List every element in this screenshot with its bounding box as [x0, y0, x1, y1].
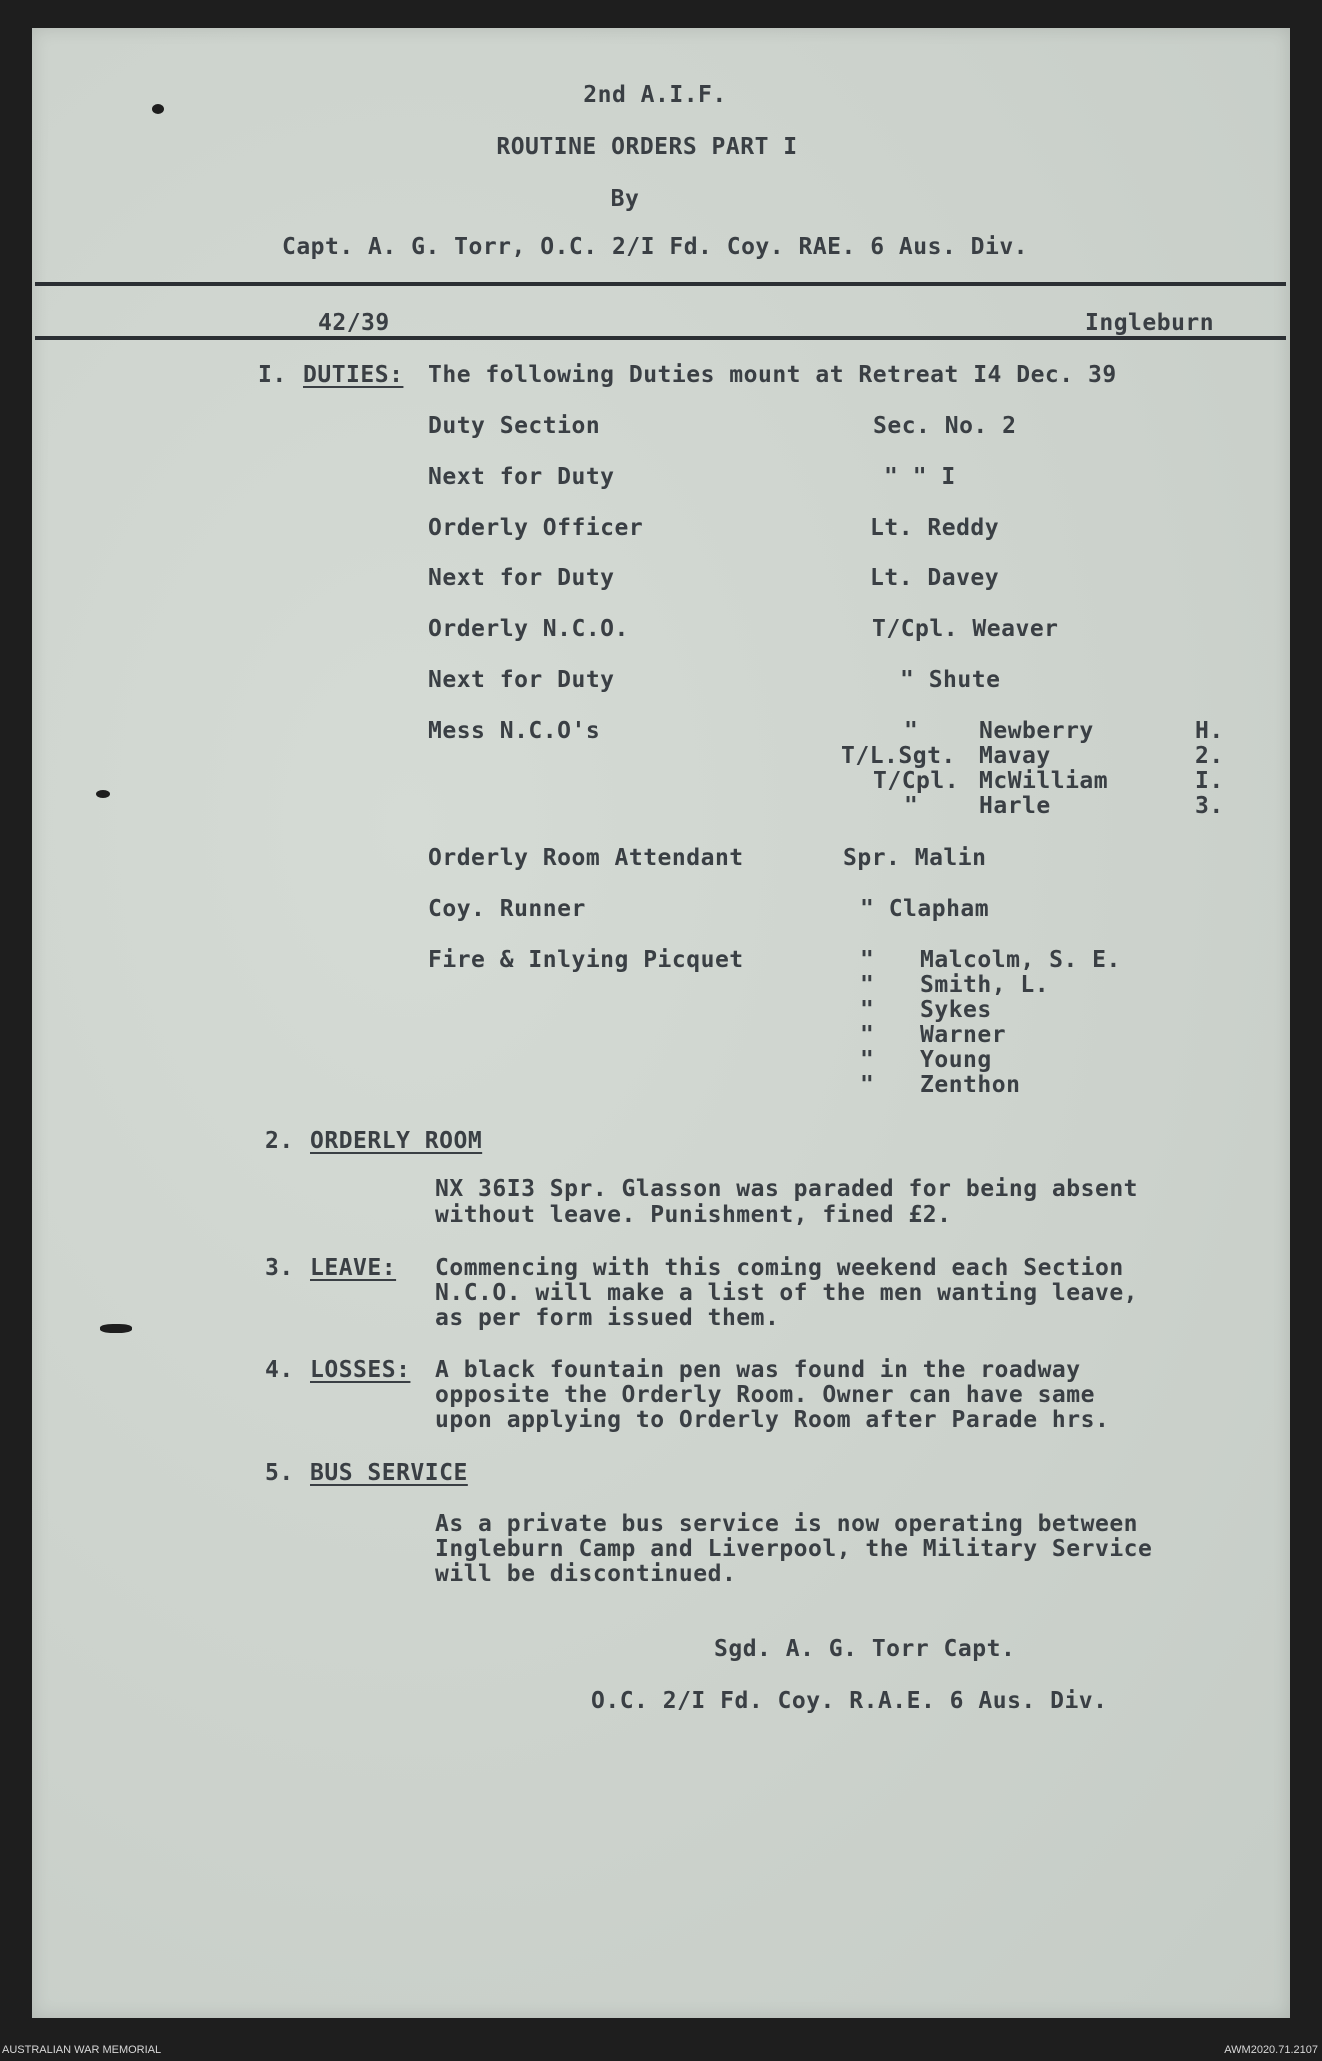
- leave-text: Commencing with this coming weekend each Section: [435, 1255, 1124, 1281]
- losses-text: A black fountain pen was found in the roadway: [435, 1357, 1081, 1383]
- duty-value: " Shute: [900, 667, 1001, 693]
- orderly-room-text: NX 36I3 Spr. Glasson was paraded for being absent: [435, 1176, 1139, 1202]
- leave-text: as per form issued them.: [435, 1305, 780, 1331]
- runner-value: " Clapham: [860, 896, 990, 922]
- ditto-mark: ": [860, 1047, 875, 1073]
- duties-heading: DUTIES:: [303, 362, 404, 388]
- order-number: 42/39: [318, 310, 390, 336]
- bus-text: As a private bus service is now operating between: [435, 1511, 1139, 1537]
- order-place: Ingleburn: [1085, 310, 1215, 336]
- mess-name: Mavay: [979, 743, 1051, 769]
- duty-label: Next for Duty: [428, 667, 615, 693]
- punch-mark: [100, 1324, 132, 1333]
- leave-text: N.C.O. will make a list of the men wanting leave,: [435, 1280, 1139, 1306]
- footer-right: AWM2020.71.2107: [1224, 2044, 1318, 2056]
- mess-code: 2.: [1195, 743, 1224, 769]
- leave-heading: LEAVE:: [310, 1255, 397, 1281]
- ditto-mark: ": [860, 1072, 875, 1098]
- mess-code: I.: [1195, 768, 1224, 794]
- picquet-member: Warner: [920, 1022, 1007, 1048]
- signature-title: O.C. 2/I Fd. Coy. R.A.E. 6 Aus. Div.: [591, 1688, 1108, 1714]
- duty-label: Duty Section: [428, 413, 601, 439]
- ditto-mark: ": [860, 1022, 875, 1048]
- bus-heading: BUS SERVICE: [310, 1460, 468, 1486]
- mess-name: Newberry: [979, 718, 1094, 744]
- header-line-2: ROUTINE ORDERS PART I: [496, 134, 798, 160]
- mess-name: Harle: [979, 793, 1051, 819]
- runner-label: Coy. Runner: [428, 896, 586, 922]
- punch-mark: [96, 790, 110, 798]
- signature-name: Sgd. A. G. Torr Capt.: [714, 1636, 1016, 1662]
- duty-label: Next for Duty: [428, 565, 615, 591]
- mess-rank: T/L.Sgt.: [841, 743, 956, 769]
- bus-text: Ingleburn Camp and Liverpool, the Military Service: [435, 1536, 1153, 1562]
- orderly-room-attendant-label: Orderly Room Attendant: [428, 845, 744, 871]
- losses-text: opposite the Orderly Room. Owner can have same: [435, 1382, 1095, 1408]
- header-line-4: Capt. A. G. Torr, O.C. 2/I Fd. Coy. RAE. 6 Aus. Div.: [281, 234, 1029, 260]
- duty-label: Next for Duty: [428, 464, 615, 490]
- duty-value: Lt. Reddy: [870, 515, 1000, 541]
- picquet-label: Fire & Inlying Picquet: [428, 947, 744, 973]
- picquet-member: Sykes: [920, 997, 992, 1023]
- mess-name: McWilliam: [979, 768, 1109, 794]
- footer-left: AUSTRALIAN WAR MEMORIAL: [2, 2044, 162, 2056]
- orderly-room-text: without leave. Punishment, fined £2.: [435, 1202, 952, 1228]
- picquet-member: Zenthon: [920, 1072, 1021, 1098]
- duty-value: " " I: [884, 464, 956, 490]
- mess-label: Mess N.C.O's: [428, 718, 601, 744]
- header-line-3: By: [610, 186, 640, 212]
- picquet-member: Young: [920, 1047, 992, 1073]
- mess-rank: ": [904, 718, 919, 744]
- header-line-1: 2nd A.I.F.: [583, 82, 727, 108]
- header-rule-top: [35, 282, 1286, 286]
- bus-text: will be discontinued.: [435, 1561, 737, 1587]
- mess-code: 3.: [1195, 793, 1224, 819]
- duty-label: Orderly Officer: [428, 515, 644, 541]
- duties-number: I.: [258, 362, 287, 388]
- mess-code: H.: [1195, 718, 1224, 744]
- orderly-room-attendant-value: Spr. Malin: [843, 845, 987, 871]
- mess-rank: ": [904, 793, 919, 819]
- losses-number: 4.: [265, 1357, 294, 1383]
- punch-mark: [152, 104, 164, 114]
- duties-intro: The following Duties mount at Retreat I4 Dec. 39: [428, 362, 1117, 388]
- bus-number: 5.: [265, 1460, 294, 1486]
- losses-heading: LOSSES:: [310, 1357, 411, 1383]
- losses-text: upon applying to Orderly Room after Parade hrs.: [435, 1407, 1110, 1433]
- mess-rank: T/Cpl.: [873, 768, 960, 794]
- leave-number: 3.: [265, 1255, 294, 1281]
- header-rule-bottom: [35, 336, 1286, 340]
- orderly-room-heading: ORDERLY ROOM: [310, 1128, 483, 1154]
- ditto-mark: ": [860, 972, 875, 998]
- duty-value: Lt. Davey: [870, 565, 1000, 591]
- orderly-room-number: 2.: [265, 1128, 294, 1154]
- duty-label: Orderly N.C.O.: [428, 616, 629, 642]
- ditto-mark: ": [860, 947, 875, 973]
- ditto-mark: ": [860, 997, 875, 1023]
- picquet-member: Malcolm, S. E.: [920, 947, 1121, 973]
- picquet-member: Smith, L.: [920, 972, 1050, 998]
- duty-value: Sec. No. 2: [873, 413, 1017, 439]
- duty-value: T/Cpl. Weaver: [872, 616, 1059, 642]
